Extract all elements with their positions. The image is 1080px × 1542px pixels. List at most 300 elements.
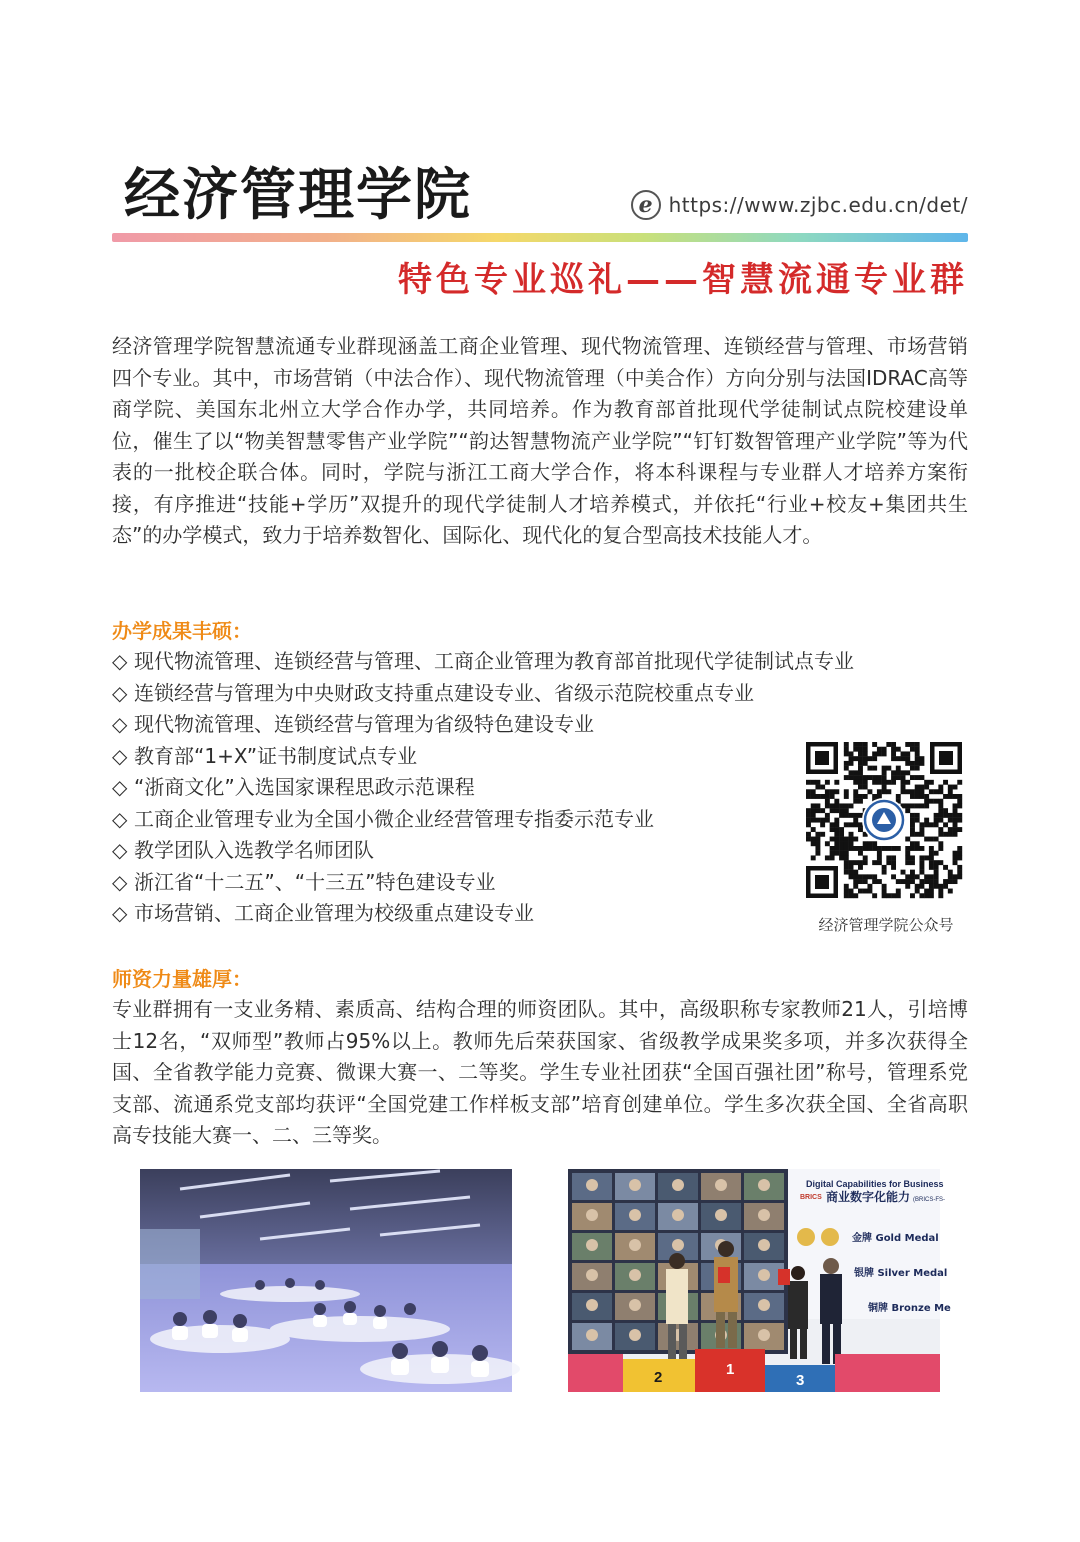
qr-module: [929, 851, 934, 856]
qr-module: [957, 818, 962, 823]
video-participant: [586, 1209, 598, 1221]
qr-module: [872, 893, 877, 898]
video-participant: [629, 1329, 641, 1341]
qr-module: [910, 794, 915, 799]
qr-module: [811, 855, 816, 860]
banner-cn: 商业数字化能力: [826, 1190, 911, 1204]
qr-module: [806, 780, 811, 785]
qr-module: [929, 889, 934, 894]
qr-module: [811, 813, 816, 818]
qr-module: [849, 846, 854, 851]
qr-module: [811, 808, 816, 813]
qr-module: [830, 822, 835, 827]
qr-module: [953, 874, 958, 879]
qr-module: [839, 855, 844, 860]
qr-module: [811, 837, 816, 842]
qr-module: [957, 846, 962, 851]
qr-module: [910, 855, 915, 860]
qr-module: [882, 785, 887, 790]
qr-module: [863, 751, 868, 756]
qr-module: [849, 832, 854, 837]
qr-module: [938, 799, 943, 804]
qr-module: [938, 813, 943, 818]
qr-module: [849, 870, 854, 875]
qr-module: [849, 860, 854, 865]
qr-finder-top-left: [806, 742, 838, 774]
qr-module: [806, 794, 811, 799]
qr-module: [929, 884, 934, 889]
video-participant: [629, 1179, 641, 1191]
qr-module: [905, 789, 910, 794]
qr-module: [834, 808, 839, 813]
qr-module: [858, 860, 863, 865]
diamond-bullet-icon: ◇: [112, 649, 128, 673]
qr-module: [815, 841, 820, 846]
qr-module: [915, 742, 920, 747]
qr-module: [825, 855, 830, 860]
qr-module: [825, 799, 830, 804]
qr-module: [863, 756, 868, 761]
qr-module: [924, 794, 929, 799]
qr-module: [863, 889, 868, 894]
qr-module: [943, 879, 948, 884]
qr-module: [891, 780, 896, 785]
qr-module: [886, 780, 891, 785]
qr-module: [934, 822, 939, 827]
video-participant: [586, 1239, 598, 1251]
qr-module: [839, 851, 844, 856]
qr-module: [910, 813, 915, 818]
qr-module: [943, 780, 948, 785]
qr-module: [938, 818, 943, 823]
qr-module: [839, 803, 844, 808]
qr-module: [929, 855, 934, 860]
qr-module: [915, 756, 920, 761]
qr-module: [901, 879, 906, 884]
brics-logo: BRICS: [800, 1194, 822, 1201]
qr-module: [953, 818, 958, 823]
qr-module: [877, 860, 882, 865]
video-participant: [758, 1329, 770, 1341]
qr-module: [891, 775, 896, 780]
qr-module: [910, 832, 915, 837]
qr-module: [815, 818, 820, 823]
video-participant: [586, 1329, 598, 1341]
qr-module: [919, 855, 924, 860]
qr-module: [872, 742, 877, 747]
qr-module: [905, 808, 910, 813]
qr-module: [811, 794, 816, 799]
qr-module: [858, 747, 863, 752]
qr-module: [943, 813, 948, 818]
qr-module: [915, 874, 920, 879]
qr-module: [886, 742, 891, 747]
qr-finder-top-right: [930, 742, 962, 774]
qr-module: [905, 874, 910, 879]
qr-module: [896, 893, 901, 898]
qr-module: [849, 837, 854, 842]
video-participant: [672, 1179, 684, 1191]
qr-module: [938, 803, 943, 808]
qr-module: [825, 794, 830, 799]
qr-module: [815, 808, 820, 813]
qr-module: [886, 846, 891, 851]
qr-module: [839, 827, 844, 832]
qr-module: [910, 874, 915, 879]
qr-module: [867, 789, 872, 794]
qr-module: [882, 780, 887, 785]
qr-module: [915, 794, 920, 799]
qr-module: [853, 884, 858, 889]
qr-module: [820, 808, 825, 813]
qr-module: [849, 893, 854, 898]
qr-module: [872, 775, 877, 780]
qr-module: [957, 813, 962, 818]
qr-module: [834, 846, 839, 851]
qr-module: [839, 808, 844, 813]
qr-module: [877, 794, 882, 799]
qr-module: [957, 780, 962, 785]
e-browser-icon: e: [631, 190, 661, 220]
qr-module: [948, 879, 953, 884]
qr-module: [853, 780, 858, 785]
qr-module: [811, 803, 816, 808]
qr-module: [948, 818, 953, 823]
qr-module: [849, 770, 854, 775]
qr-module: [844, 855, 849, 860]
qr-module: [891, 742, 896, 747]
qr-module: [910, 879, 915, 884]
qr-module: [934, 884, 939, 889]
qr-module: [891, 865, 896, 870]
qr-module: [844, 846, 849, 851]
qr-module: [910, 893, 915, 898]
qr-module: [896, 879, 901, 884]
qr-module: [844, 889, 849, 894]
qr-module: [910, 789, 915, 794]
qr-module: [910, 822, 915, 827]
qr-module: [853, 870, 858, 875]
qr-module: [905, 742, 910, 747]
qr-module: [953, 827, 958, 832]
qr-module: [877, 775, 882, 780]
qr-module: [844, 841, 849, 846]
qr-module: [886, 789, 891, 794]
qr-module: [811, 827, 816, 832]
qr-module: [929, 780, 934, 785]
qr-module: [910, 775, 915, 780]
qr-module: [825, 841, 830, 846]
qr-module: [867, 846, 872, 851]
qr-module: [924, 822, 929, 827]
qr-module: [905, 860, 910, 865]
qr-module: [905, 751, 910, 756]
qr-module: [924, 818, 929, 823]
qr-module: [853, 775, 858, 780]
qr-module: [834, 822, 839, 827]
qr-module: [953, 808, 958, 813]
qr-module: [915, 832, 920, 837]
qr-module: [853, 879, 858, 884]
qr-module: [882, 789, 887, 794]
list-item: ◇ 浙江省“十二五”、“十三五”特色建设专业: [112, 867, 772, 899]
video-participant: [629, 1299, 641, 1311]
qr-module: [867, 766, 872, 771]
gold-medal-label: 金牌 Gold Medal: [852, 1233, 939, 1244]
qr-module: [929, 874, 934, 879]
qr-module: [919, 785, 924, 790]
video-participant: [758, 1179, 770, 1191]
qr-module: [839, 813, 844, 818]
qr-module: [830, 794, 835, 799]
qr-module: [882, 889, 887, 894]
qr-module: [806, 808, 811, 813]
qr-module: [820, 818, 825, 823]
qr-module: [815, 780, 820, 785]
list-item: ◇ 市场营销、工商企业管理为校级重点建设专业: [112, 898, 772, 930]
qr-module: [872, 874, 877, 879]
qr-module: [844, 813, 849, 818]
qr-module: [858, 770, 863, 775]
qr-module: [957, 851, 962, 856]
qr-module: [919, 832, 924, 837]
qr-module: [877, 747, 882, 752]
qr-module: [849, 841, 854, 846]
diamond-bullet-icon: ◇: [112, 743, 128, 768]
qr-module: [858, 775, 863, 780]
qr-module: [953, 832, 958, 837]
bronze-medal-label: 铜牌 Bronze Me: [868, 1303, 951, 1314]
qr-module: [844, 742, 849, 747]
qr-module: [905, 851, 910, 856]
qr-module: [938, 785, 943, 790]
qr-module: [830, 837, 835, 842]
qr-module: [886, 860, 891, 865]
qr-module: [915, 884, 920, 889]
qr-module: [844, 851, 849, 856]
qr-module: [858, 756, 863, 761]
qr-module: [915, 841, 920, 846]
qr-module: [820, 794, 825, 799]
qr-module: [858, 889, 863, 894]
qr-module: [910, 747, 915, 752]
qr-module: [811, 789, 816, 794]
qr-module: [834, 789, 839, 794]
qr-module: [853, 860, 858, 865]
qr-module: [943, 884, 948, 889]
qr-module: [849, 803, 854, 808]
qr-module: [853, 747, 858, 752]
qr-module: [844, 766, 849, 771]
qr-module: [806, 813, 811, 818]
qr-module: [839, 841, 844, 846]
qr-module: [844, 860, 849, 865]
podium-label-3: 3: [796, 1372, 805, 1389]
qr-module: [820, 785, 825, 790]
qr-module: [938, 893, 943, 898]
qr-module: [943, 822, 948, 827]
qr-module: [910, 803, 915, 808]
qr-module: [924, 799, 929, 804]
qr-module: [896, 770, 901, 775]
qr-module: [910, 766, 915, 771]
qr-module: [863, 785, 868, 790]
qr-module: [915, 813, 920, 818]
qr-module: [929, 893, 934, 898]
qr-module: [919, 803, 924, 808]
qr-module: [934, 865, 939, 870]
qr-module: [811, 818, 816, 823]
qr-module: [867, 884, 872, 889]
qr-module: [853, 822, 858, 827]
qr-module: [872, 860, 877, 865]
qr-module: [924, 855, 929, 860]
qr-module: [834, 832, 839, 837]
qr-module: [806, 837, 811, 842]
qr-module: [924, 889, 929, 894]
qr-module: [929, 865, 934, 870]
qr-module: [953, 785, 958, 790]
qr-module: [934, 789, 939, 794]
qr-module: [858, 766, 863, 771]
video-participant: [672, 1239, 684, 1251]
qr-module: [919, 860, 924, 865]
qr-module: [863, 841, 868, 846]
qr-module: [915, 789, 920, 794]
qr-module: [844, 822, 849, 827]
qr-module: [905, 855, 910, 860]
qr-module: [891, 893, 896, 898]
qr-module: [957, 799, 962, 804]
qr-module: [834, 799, 839, 804]
qr-module: [905, 879, 910, 884]
qr-module: [896, 794, 901, 799]
qr-module: [858, 851, 863, 856]
qr-module: [853, 756, 858, 761]
qr-module: [853, 893, 858, 898]
qr-module: [830, 789, 835, 794]
website-url[interactable]: https://www.zjbc.edu.cn/det/: [668, 193, 968, 217]
qr-module: [844, 747, 849, 752]
qr-module: [849, 822, 854, 827]
video-participant: [629, 1239, 641, 1251]
qr-module: [886, 855, 891, 860]
qr-module: [858, 813, 863, 818]
qr-module: [815, 851, 820, 856]
qr-module: [844, 803, 849, 808]
qr-module: [915, 803, 920, 808]
qr-module: [919, 775, 924, 780]
qr-module: [853, 846, 858, 851]
qr-module: [896, 846, 901, 851]
qr-module: [943, 865, 948, 870]
list-item: ◇ 连锁经营与管理为中央财政支持重点建设专业、省级示范院校重点专业: [112, 678, 772, 710]
podium-label-2: 2: [654, 1369, 663, 1386]
qr-module: [943, 808, 948, 813]
qr-module: [896, 775, 901, 780]
qr-module: [834, 837, 839, 842]
qr-code[interactable]: [804, 740, 964, 900]
qr-module: [853, 874, 858, 879]
qr-module: [915, 751, 920, 756]
qr-module: [919, 884, 924, 889]
qr-module: [910, 841, 915, 846]
qr-module: [834, 818, 839, 823]
qr-module: [915, 846, 920, 851]
qr-module: [844, 775, 849, 780]
page-title: 经济管理学院: [124, 163, 472, 228]
qr-module: [919, 870, 924, 875]
qr-module: [948, 785, 953, 790]
classroom-photo: [140, 1169, 512, 1392]
qr-module: [915, 747, 920, 752]
qr-module: [891, 874, 896, 879]
qr-module: [849, 865, 854, 870]
qr-module: [938, 884, 943, 889]
podium-label-1: 1: [726, 1361, 735, 1378]
qr-module: [919, 865, 924, 870]
qr-module: [863, 794, 868, 799]
qr-module: [867, 775, 872, 780]
qr-module: [896, 747, 901, 752]
qr-module: [929, 879, 934, 884]
qr-module: [919, 761, 924, 766]
qr-module: [938, 808, 943, 813]
qr-module: [953, 803, 958, 808]
qr-module: [919, 756, 924, 761]
qr-code-block: [804, 740, 968, 935]
qr-module: [929, 799, 934, 804]
qr-module: [839, 832, 844, 837]
qr-module: [825, 780, 830, 785]
qr-module: [953, 855, 958, 860]
qr-module: [806, 832, 811, 837]
qr-module: [858, 751, 863, 756]
qr-module: [929, 860, 934, 865]
qr-module: [830, 855, 835, 860]
qr-module: [905, 780, 910, 785]
video-participant: [758, 1209, 770, 1221]
qr-module: [938, 889, 943, 894]
qr-module: [815, 832, 820, 837]
video-participant: [629, 1269, 641, 1281]
qr-module: [858, 761, 863, 766]
qr-module: [910, 870, 915, 875]
qr-module: [953, 879, 958, 884]
qr-module: [815, 785, 820, 790]
rainbow-divider: [112, 233, 968, 242]
qr-module: [891, 751, 896, 756]
qr-module: [863, 780, 868, 785]
qr-module: [929, 822, 934, 827]
qr-module: [867, 756, 872, 761]
website-link[interactable]: [631, 190, 968, 220]
list-item: ◇ 现代物流管理、连锁经营与管理为省级特色建设专业: [112, 709, 772, 741]
qr-module: [891, 770, 896, 775]
qr-module: [886, 893, 891, 898]
qr-module: [924, 803, 929, 808]
qr-module: [901, 770, 906, 775]
video-participant: [629, 1209, 641, 1221]
qr-module: [943, 794, 948, 799]
banner-tag: (BRICS-FS-: [913, 1197, 945, 1203]
qr-module: [830, 851, 835, 856]
qr-module: [849, 751, 854, 756]
qr-module: [844, 794, 849, 799]
qr-module: [872, 756, 877, 761]
silver-medal-label: 银牌 Silver Medal: [854, 1268, 948, 1279]
qr-module: [815, 846, 820, 851]
